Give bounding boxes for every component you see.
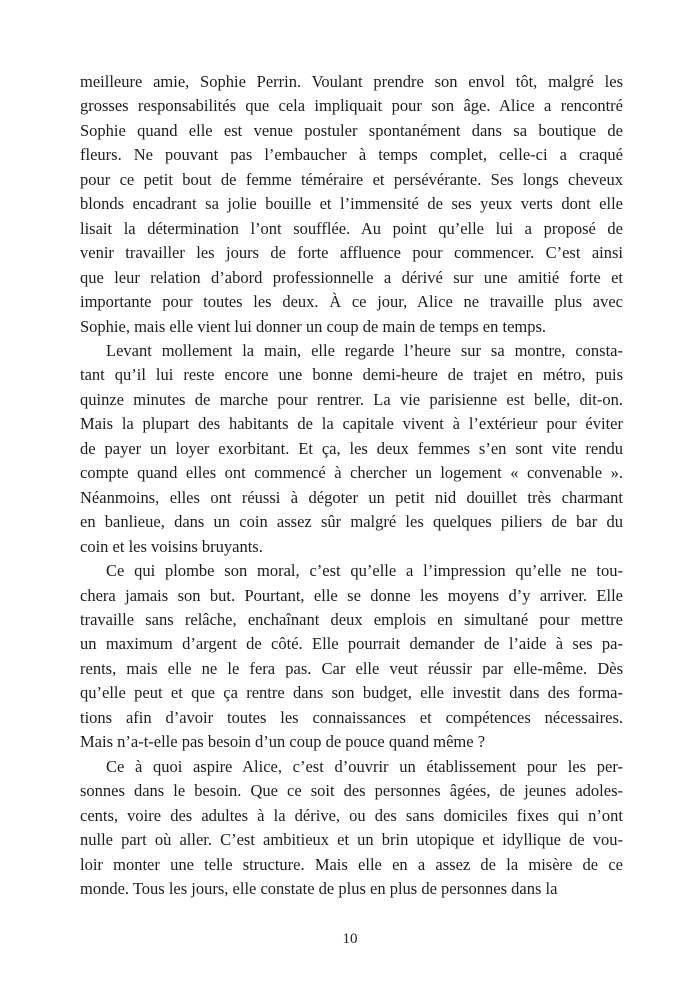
text-line: loir monter une telle structure. Mais elle en a assez de la misère de ce <box>80 854 623 874</box>
text-line: coin et les voisins bruyants. <box>80 536 263 556</box>
text-line: compte quand elles ont commencé à chercher un logement « convenable ». <box>80 463 623 483</box>
text-line: Mais la plupart des habitants de la capitale vivent à l’extérieur pour éviter <box>80 414 623 434</box>
text-line: Néanmoins, elles ont réussi à dégoter un petit nid douillet très charmant <box>80 487 623 507</box>
text-line: importante pour toutes les deux. À ce jour, Alice ne travaille plus avec <box>80 292 623 312</box>
text-line: sonnes dans le besoin. Que ce soit des personnes âgées, de jeunes adoles- <box>80 781 623 801</box>
text-line: Levant mollement la main, elle regarde l’heure sur sa montre, consta- <box>106 340 623 360</box>
text-line: venir travailler les jours de forte affluence pour commencer. C’est ainsi <box>80 243 623 263</box>
text-line: Sophie quand elle est venue postuler spontanément dans sa boutique de <box>80 120 623 140</box>
text-line: Sophie, mais elle vient lui donner un coup de main de temps en temps. <box>80 316 547 336</box>
text-line: fleurs. Ne pouvant pas l’embaucher à temps complet, celle-ci a craqué <box>80 145 623 165</box>
text-line: meilleure amie, Sophie Perrin. Voulant prendre son envol tôt, malgré les <box>80 72 623 91</box>
text-line: grosses responsabilités que cela impliquait pour son âge. Alice a rencontré <box>80 96 623 116</box>
text-line: lisait la détermination l’ont soufflée. Au point qu’elle lui a proposé de <box>80 218 623 238</box>
text-line: de payer un loyer exorbitant. Et ça, les deux femmes s’en sont vite rendu <box>80 438 623 458</box>
page-number: 10 <box>342 931 358 947</box>
text-line: monde. Tous les jours, elle constate de plus en plus de personnes dans la <box>80 878 558 898</box>
page-text <box>80 70 623 901</box>
text-line: tant qu’il lui reste encore une bonne demi-heure de trajet en métro, puis <box>80 365 623 385</box>
text-line: blonds encadrant sa jolie bouille et l’immensité de ses yeux verts dont elle <box>80 194 623 214</box>
text-line: un maximum d’argent de côté. Elle pourrait demander de l’aide à ses pa- <box>80 634 623 654</box>
text-line: pour ce petit bout de femme téméraire et persévérante. Ses longs cheveux <box>80 169 623 189</box>
text-line: Ce qui plombe son moral, c’est qu’elle a l’impression qu’elle ne tou- <box>106 561 623 581</box>
text-line: Mais n’a-t-elle pas besoin d’un coup de pouce quand même ? <box>80 732 486 752</box>
text-line: travaille sans relâche, enchaînant deux emplois en simultané pour mettre <box>80 609 623 629</box>
text-line: Ce à quoi aspire Alice, c’est d’ouvrir un établissement pour les per- <box>106 756 623 776</box>
text-line: en banlieue, dans un coin assez sûr malgré les quelques piliers de bar du <box>80 512 623 532</box>
text-line: qu’elle peut et que ça rentre dans son budget, elle investit dans des forma- <box>80 683 623 703</box>
text-line: cents, voire des adultes à la dérive, ou des sans domiciles fixes qui n’ont <box>80 805 623 825</box>
text-line: quinze minutes de marche pour rentrer. La vie parisienne est belle, dit-on. <box>80 389 623 409</box>
text-line: que leur relation d’abord professionnelle a dérivé sur une amitié forte et <box>80 267 623 287</box>
text-line: chera jamais son but. Pourtant, elle se donne les moyens d’y arriver. Elle <box>80 585 623 605</box>
text-line: rents, mais elle ne le fera pas. Car elle veut réussir par elle-même. Dès <box>80 658 623 678</box>
text-line: nulle part où aller. C’est ambitieux et un brin utopique et idyllique de vou- <box>80 830 623 850</box>
text-line: tions afin d’avoir toutes les connaissances et compétences nécessaires. <box>80 707 623 727</box>
